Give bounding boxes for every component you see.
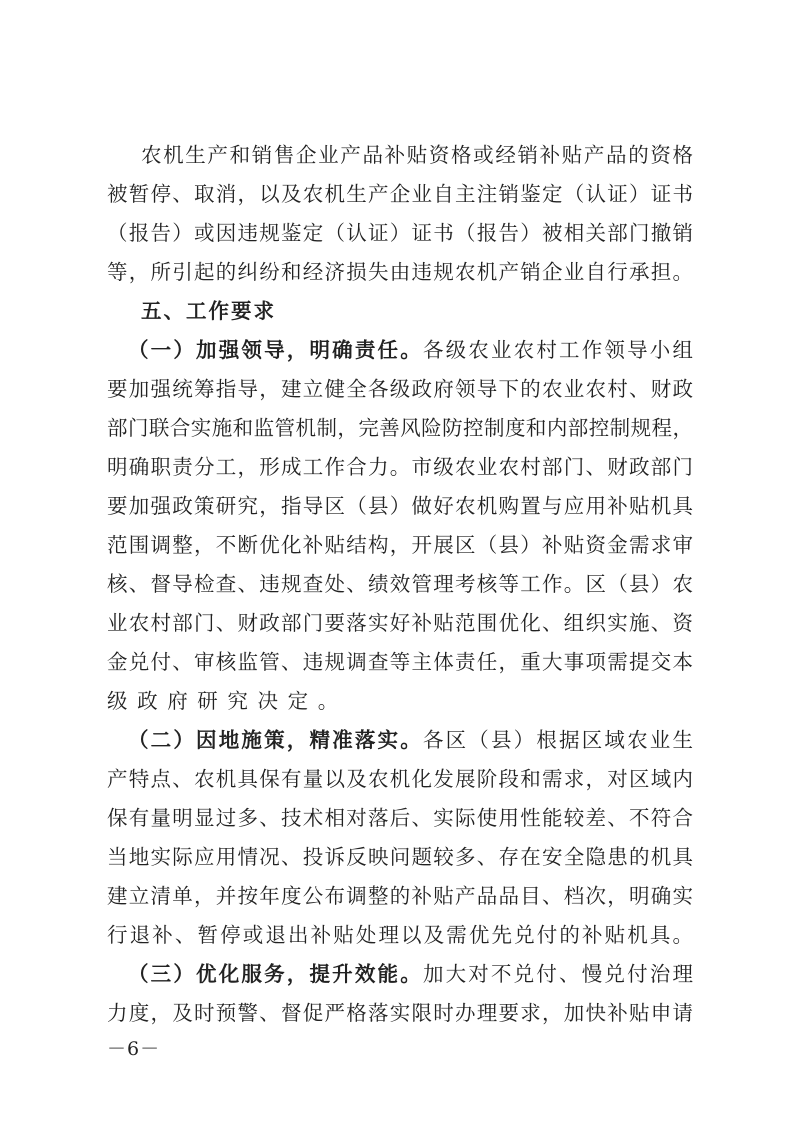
- paragraph-lead: （三）优化服务，提升效能。: [128, 962, 423, 986]
- paragraph-line: 要加强统筹指导，建立健全各级政府领导下的农业农村、财政: [107, 377, 693, 401]
- paragraph-lead: （一）加强领导，明确责任。: [128, 338, 423, 362]
- paragraph-line: 建立清单，并按年度公布调整的补贴产品品目、档次，明确实: [107, 884, 693, 908]
- paragraph-line: 当地实际应用情况、投诉反映问题较多、存在安全隐患的机具: [107, 845, 693, 869]
- paragraph-line: 要加强政策研究，指导区（县）做好农机购置与应用补贴机具: [107, 494, 693, 518]
- paragraph-line: （报告）或因违规鉴定（认证）证书（报告）被相关部门撤销: [107, 221, 693, 245]
- paragraph-line: 力度，及时预警、督促严格落实限时办理要求，加快补贴申请: [107, 1001, 693, 1025]
- paragraph-lead: （二）因地施策，精准落实。: [128, 728, 423, 752]
- paragraph-first-line: [128, 331, 693, 370]
- paragraph-line: 范围调整，不断优化补贴结构，开展区（县）补贴资金需求审: [107, 533, 693, 557]
- paragraph-line: 产特点、农机具保有量以及农机化发展阶段和需求，对区域内: [107, 767, 693, 791]
- paragraph-line: 金兑付、审核监管、违规调查等主体责任，重大事项需提交本: [107, 650, 693, 674]
- paragraph-line: 保有量明显过多、技术相对落后、实际使用性能较差、不符合: [107, 806, 693, 830]
- paragraph-line: 级政府研究决定。: [107, 689, 348, 713]
- page-number: －6－: [107, 1038, 161, 1060]
- paragraph-text: 加大对不兑付、慢兑付治理: [422, 962, 693, 986]
- paragraph-line: 明确职责分工，形成工作合力。市级农业农村部门、财政部门: [107, 455, 693, 479]
- paragraph-line: 行退补、暂停或退出补贴处理以及需优先兑付的补贴机具。: [107, 923, 693, 947]
- paragraph-line: 等，所引起的纠纷和经济损失由违规农机产销企业自行承担。: [107, 260, 693, 284]
- paragraph-line: 农机生产和销售企业产品补贴资格或经销补贴产品的资格: [141, 143, 693, 167]
- paragraph-first-line: [128, 955, 693, 994]
- paragraph-text: 各级农业农村工作领导小组: [422, 338, 693, 362]
- section-heading: 五、工作要求: [141, 299, 276, 323]
- paragraph-line: 部门联合实施和监管机制，完善风险防控制度和内部控制规程，: [107, 416, 693, 440]
- paragraph-line: 核、督导检查、违规查处、绩效管理考核等工作。区（县）农: [107, 572, 693, 596]
- paragraph-first-line: [128, 721, 693, 760]
- paragraph-line: 业农村部门、财政部门要落实好补贴范围优化、组织实施、资: [107, 611, 693, 635]
- paragraph-line: 被暂停、取消，以及农机生产企业自主注销鉴定（认证）证书: [107, 182, 693, 206]
- paragraph-text: 各区（县）根据区域农业生: [422, 728, 693, 752]
